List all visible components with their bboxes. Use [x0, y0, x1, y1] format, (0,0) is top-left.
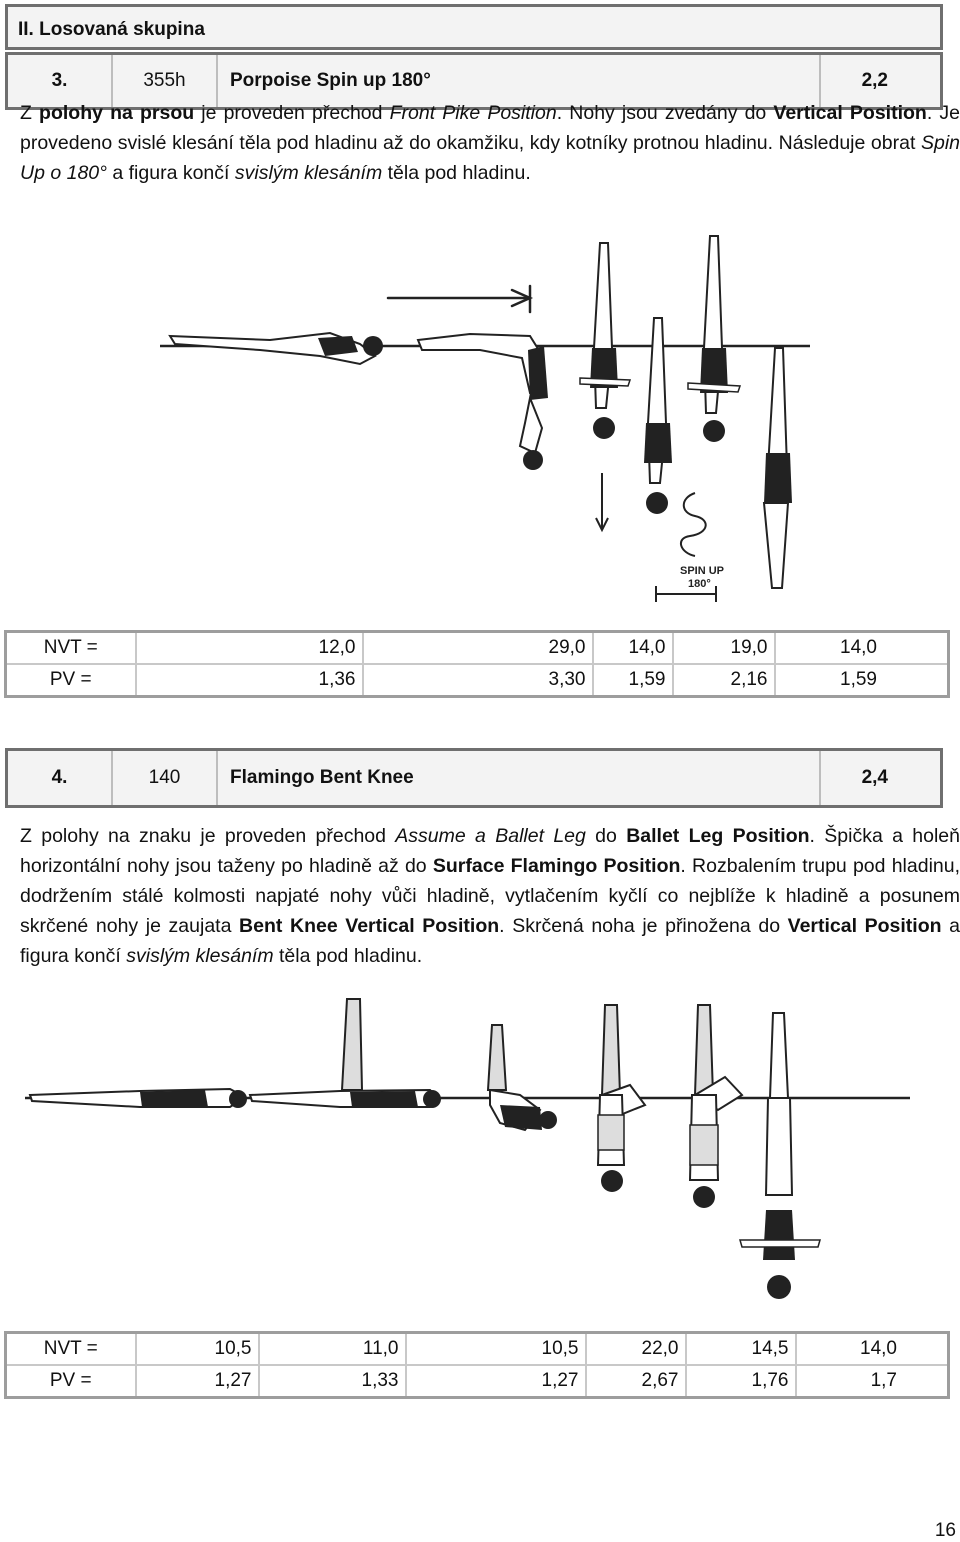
pv-value: 1,33	[259, 1365, 406, 1398]
swimmer-flamingo-icon	[488, 1025, 557, 1130]
nvt-value: 11,0	[259, 1333, 406, 1366]
bold-term: Ballet Leg Position	[626, 825, 810, 847]
page-number: 16	[934, 1520, 956, 1541]
degree-of-difficulty: 2,4	[861, 767, 888, 788]
swimmer-bent-knee-icon-2	[690, 1005, 742, 1208]
nvt-value: 14,0	[775, 632, 949, 665]
text-run: . Skrčená noha je přinožena do	[499, 915, 788, 937]
swimmer-pike-icon	[418, 334, 548, 470]
italic-term: svislým klesáním	[126, 945, 274, 967]
text-run: Z polohy na znaku je proveden přechod	[20, 825, 396, 847]
figure-name: Flamingo Bent Knee	[218, 751, 821, 805]
figure-4-description	[20, 821, 960, 971]
bold-term: polohy na prsou	[39, 102, 195, 124]
nvt-value: 29,0	[363, 632, 593, 665]
figure-4-header	[5, 748, 943, 808]
bold-term: Vertical Position	[787, 915, 942, 937]
swimmer-back-layout-icon	[30, 1089, 247, 1108]
figure-number: 4.	[8, 751, 113, 805]
italic-term: Front Pike Position	[389, 102, 557, 124]
text-run: je proveden přechod	[194, 102, 390, 124]
figure-code: 140	[113, 751, 218, 805]
pv-value: 2,16	[673, 664, 775, 697]
figure-3-values-table	[4, 630, 950, 698]
nvt-label: NVT =	[6, 632, 136, 665]
pv-value: 1,76	[686, 1365, 796, 1398]
swimmer-vertical-finish-icon	[740, 1013, 820, 1299]
pv-row	[6, 664, 949, 697]
text-run: Z	[20, 102, 40, 124]
bold-term: Surface Flamingo Position	[432, 855, 681, 877]
nvt-row	[6, 1333, 949, 1366]
text-run: a figura končí	[20, 915, 960, 967]
swimmer-bent-knee-icon-1	[598, 1005, 645, 1192]
pv-label: PV =	[6, 1365, 136, 1398]
spin-up-label: SPIN UP	[680, 565, 725, 577]
figure-4-values-table	[4, 1331, 950, 1399]
nvt-value: 19,0	[673, 632, 775, 665]
down-arrow-icon	[596, 473, 608, 530]
text-run: a figura končí	[106, 162, 235, 184]
swimmer-ballet-leg-icon	[250, 999, 441, 1108]
group-title: II. Losovaná skupina	[18, 19, 205, 40]
nvt-value: 22,0	[586, 1333, 686, 1366]
nvt-value: 10,5	[136, 1333, 259, 1366]
text-run: . Rozbalením trupu pod hladinu, dodržením stálé kolmosti napjaté nohy vůči hladině, vytlačením kyčlí co nejblíže k hladině a posunem skrčené nohy je zaujata	[20, 855, 960, 937]
bold-term: Bent Knee Vertical Position	[239, 915, 500, 937]
swimmer-prone-icon	[170, 333, 383, 364]
pv-label: PV =	[6, 664, 136, 697]
pv-value: 1,59	[775, 664, 949, 697]
italic-term: Spin Up o 180°	[20, 132, 960, 184]
nvt-value: 12,0	[136, 632, 363, 665]
nvt-value: 14,0	[593, 632, 673, 665]
swimmer-vertical-icon-4	[764, 348, 792, 588]
text-run: do	[585, 825, 627, 847]
nvt-label: NVT =	[6, 1333, 136, 1366]
text-run: . Je provedeno svislé klesání těla pod hladinu až do okamžiku, kdy kotníky protnou hladinu. Následuje obrat	[20, 102, 960, 154]
text-run: těla pod hladinu.	[382, 162, 531, 184]
pv-value: 1,27	[406, 1365, 586, 1398]
italic-term: Assume a Ballet Leg	[395, 825, 586, 847]
spin-degree-label: 180°	[688, 578, 711, 590]
pv-row	[6, 1365, 949, 1398]
text-run: . Nohy jsou zvedány do	[556, 102, 774, 124]
text-run: . Špička a holeň horizontální nohy jsou taženy po hladině až do	[20, 825, 960, 877]
swimmer-vertical-icon-2	[644, 318, 672, 514]
italic-term: svislým klesáním	[234, 162, 383, 184]
pv-value: 1,36	[136, 664, 363, 697]
figure-3-description	[20, 98, 960, 188]
nvt-value: 14,0	[796, 1333, 949, 1366]
figure-number: 3.	[8, 55, 113, 107]
group-header	[5, 4, 943, 50]
nvt-value: 14,5	[686, 1333, 796, 1366]
figure-name: Porpoise Spin up 180°	[218, 55, 821, 107]
bold-term: Vertical Position	[773, 102, 927, 124]
figure-4-illustration	[20, 995, 920, 1310]
pv-value: 2,67	[586, 1365, 686, 1398]
figure-3-illustration	[160, 228, 810, 608]
pv-value: 3,30	[363, 664, 593, 697]
pv-value: 1,59	[593, 664, 673, 697]
pv-value: 1,27	[136, 1365, 259, 1398]
spin-icon	[681, 493, 706, 556]
pv-value: 1,7	[796, 1365, 949, 1398]
swimmer-vertical-icon-1	[580, 243, 630, 439]
text-run: těla pod hladinu.	[273, 945, 423, 967]
nvt-value: 10,5	[406, 1333, 586, 1366]
swimmer-vertical-icon-3	[688, 236, 740, 442]
nvt-row	[6, 632, 949, 665]
figure-code: 355h	[113, 55, 218, 107]
degree-of-difficulty: 2,2	[861, 70, 888, 91]
